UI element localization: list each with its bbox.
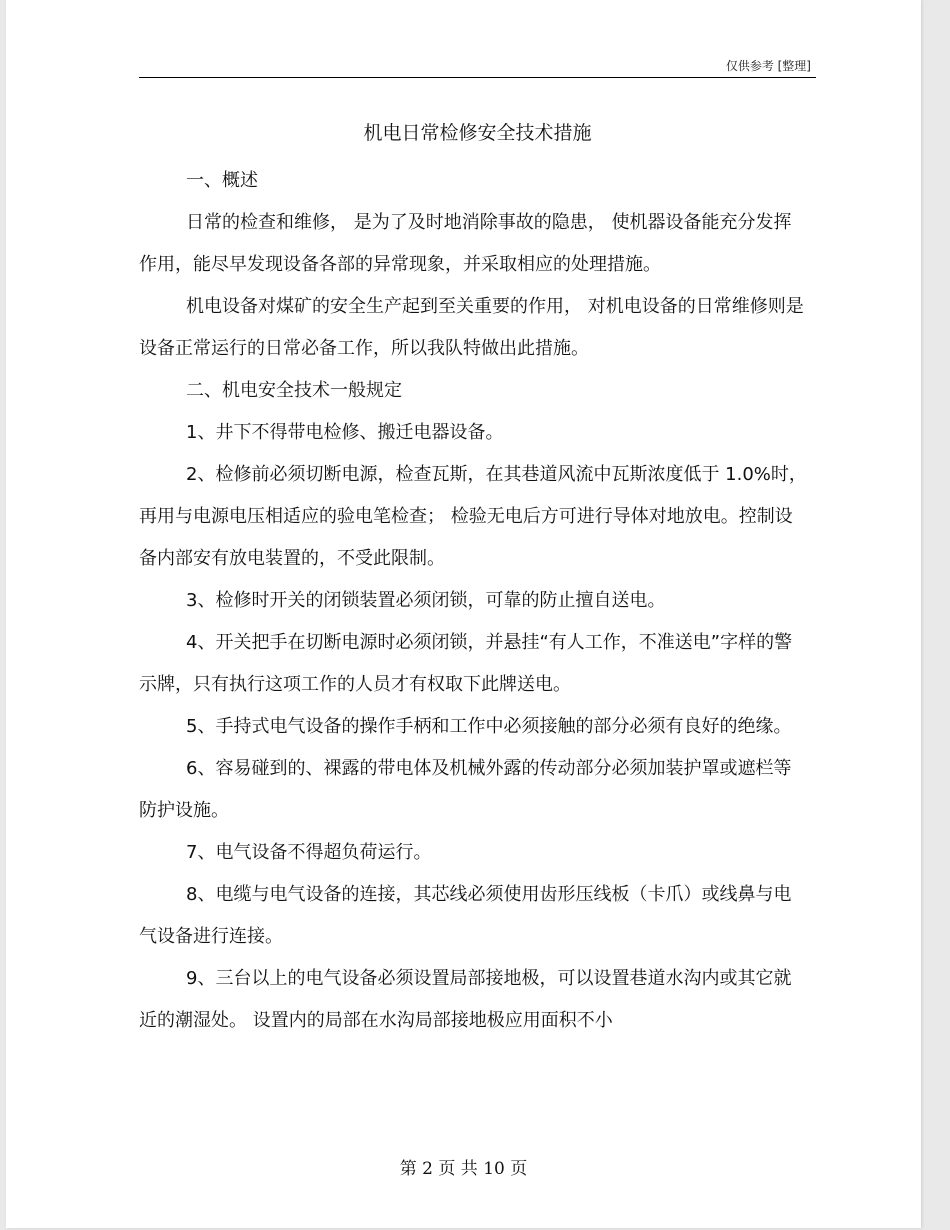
paragraph: 二、机电安全技术一般规定	[186, 380, 402, 401]
paragraph: 日常的检查和维修， 是为了及时地消除事故的隐患， 使机器设备能充分发挥作用，能尽早发现设备各部的异常现象，并采取相应的处理措施。	[139, 212, 792, 275]
paragraph: 4、开关把手在切断电源时必须闭锁，并悬挂“有人工作，不准送电”字样的警示牌，只有执行这项工作的人员才有权取下此牌送电。	[139, 632, 793, 695]
document-page	[6, 0, 921, 1228]
header-divider	[139, 77, 816, 78]
paragraph: 3、检修时开关的闭锁装置必须闭锁，可靠的防止擅自送电。	[186, 590, 666, 611]
paragraph: 一、概述	[186, 170, 258, 191]
header-note: 仅供参考 [整理]	[725, 59, 811, 73]
document-title: 机电日常检修安全技术措施	[363, 122, 592, 144]
paragraph: 1、井下不得带电检修、搬迁电器设备。	[186, 422, 504, 443]
page-number: 第 2 页 共 10 页	[399, 1159, 528, 1179]
paragraph: 2、检修前必须切断电源，检查瓦斯，在其巷道风流中瓦斯浓度低于 1.0%时，再用与电源电压相适应的验电笔检查； 检验无电后方可进行导体对地放电。控制设备内部安有放电装置的，不受此限制。	[139, 464, 807, 569]
paragraph: 6、容易碰到的、裸露的带电体及机械外露的传动部分必须加装护罩或遮栏等防护设施。	[139, 758, 792, 821]
paragraph: 5、手持式电气设备的操作手柄和工作中必须接触的部分必须有良好的绝缘。	[186, 716, 792, 737]
paragraph: 8、电缆与电气设备的连接，其芯线必须使用齿形压线板（卡爪）或线鼻与电气设备进行连接。	[139, 884, 792, 947]
paragraph: 9、三台以上的电气设备必须设置局部接地极，可以设置巷道水沟内或其它就近的潮湿处。 设置内的局部在水沟局部接地极应用面积不小	[139, 968, 792, 1031]
paragraph: 7、电气设备不得超负荷运行。	[186, 842, 432, 863]
document-body	[139, 160, 809, 1042]
paragraph: 机电设备对煤矿的安全生产起到至关重要的作用， 对机电设备的日常维修则是设备正常运行的日常必备工作，所以我队特做出此措施。	[139, 296, 804, 359]
